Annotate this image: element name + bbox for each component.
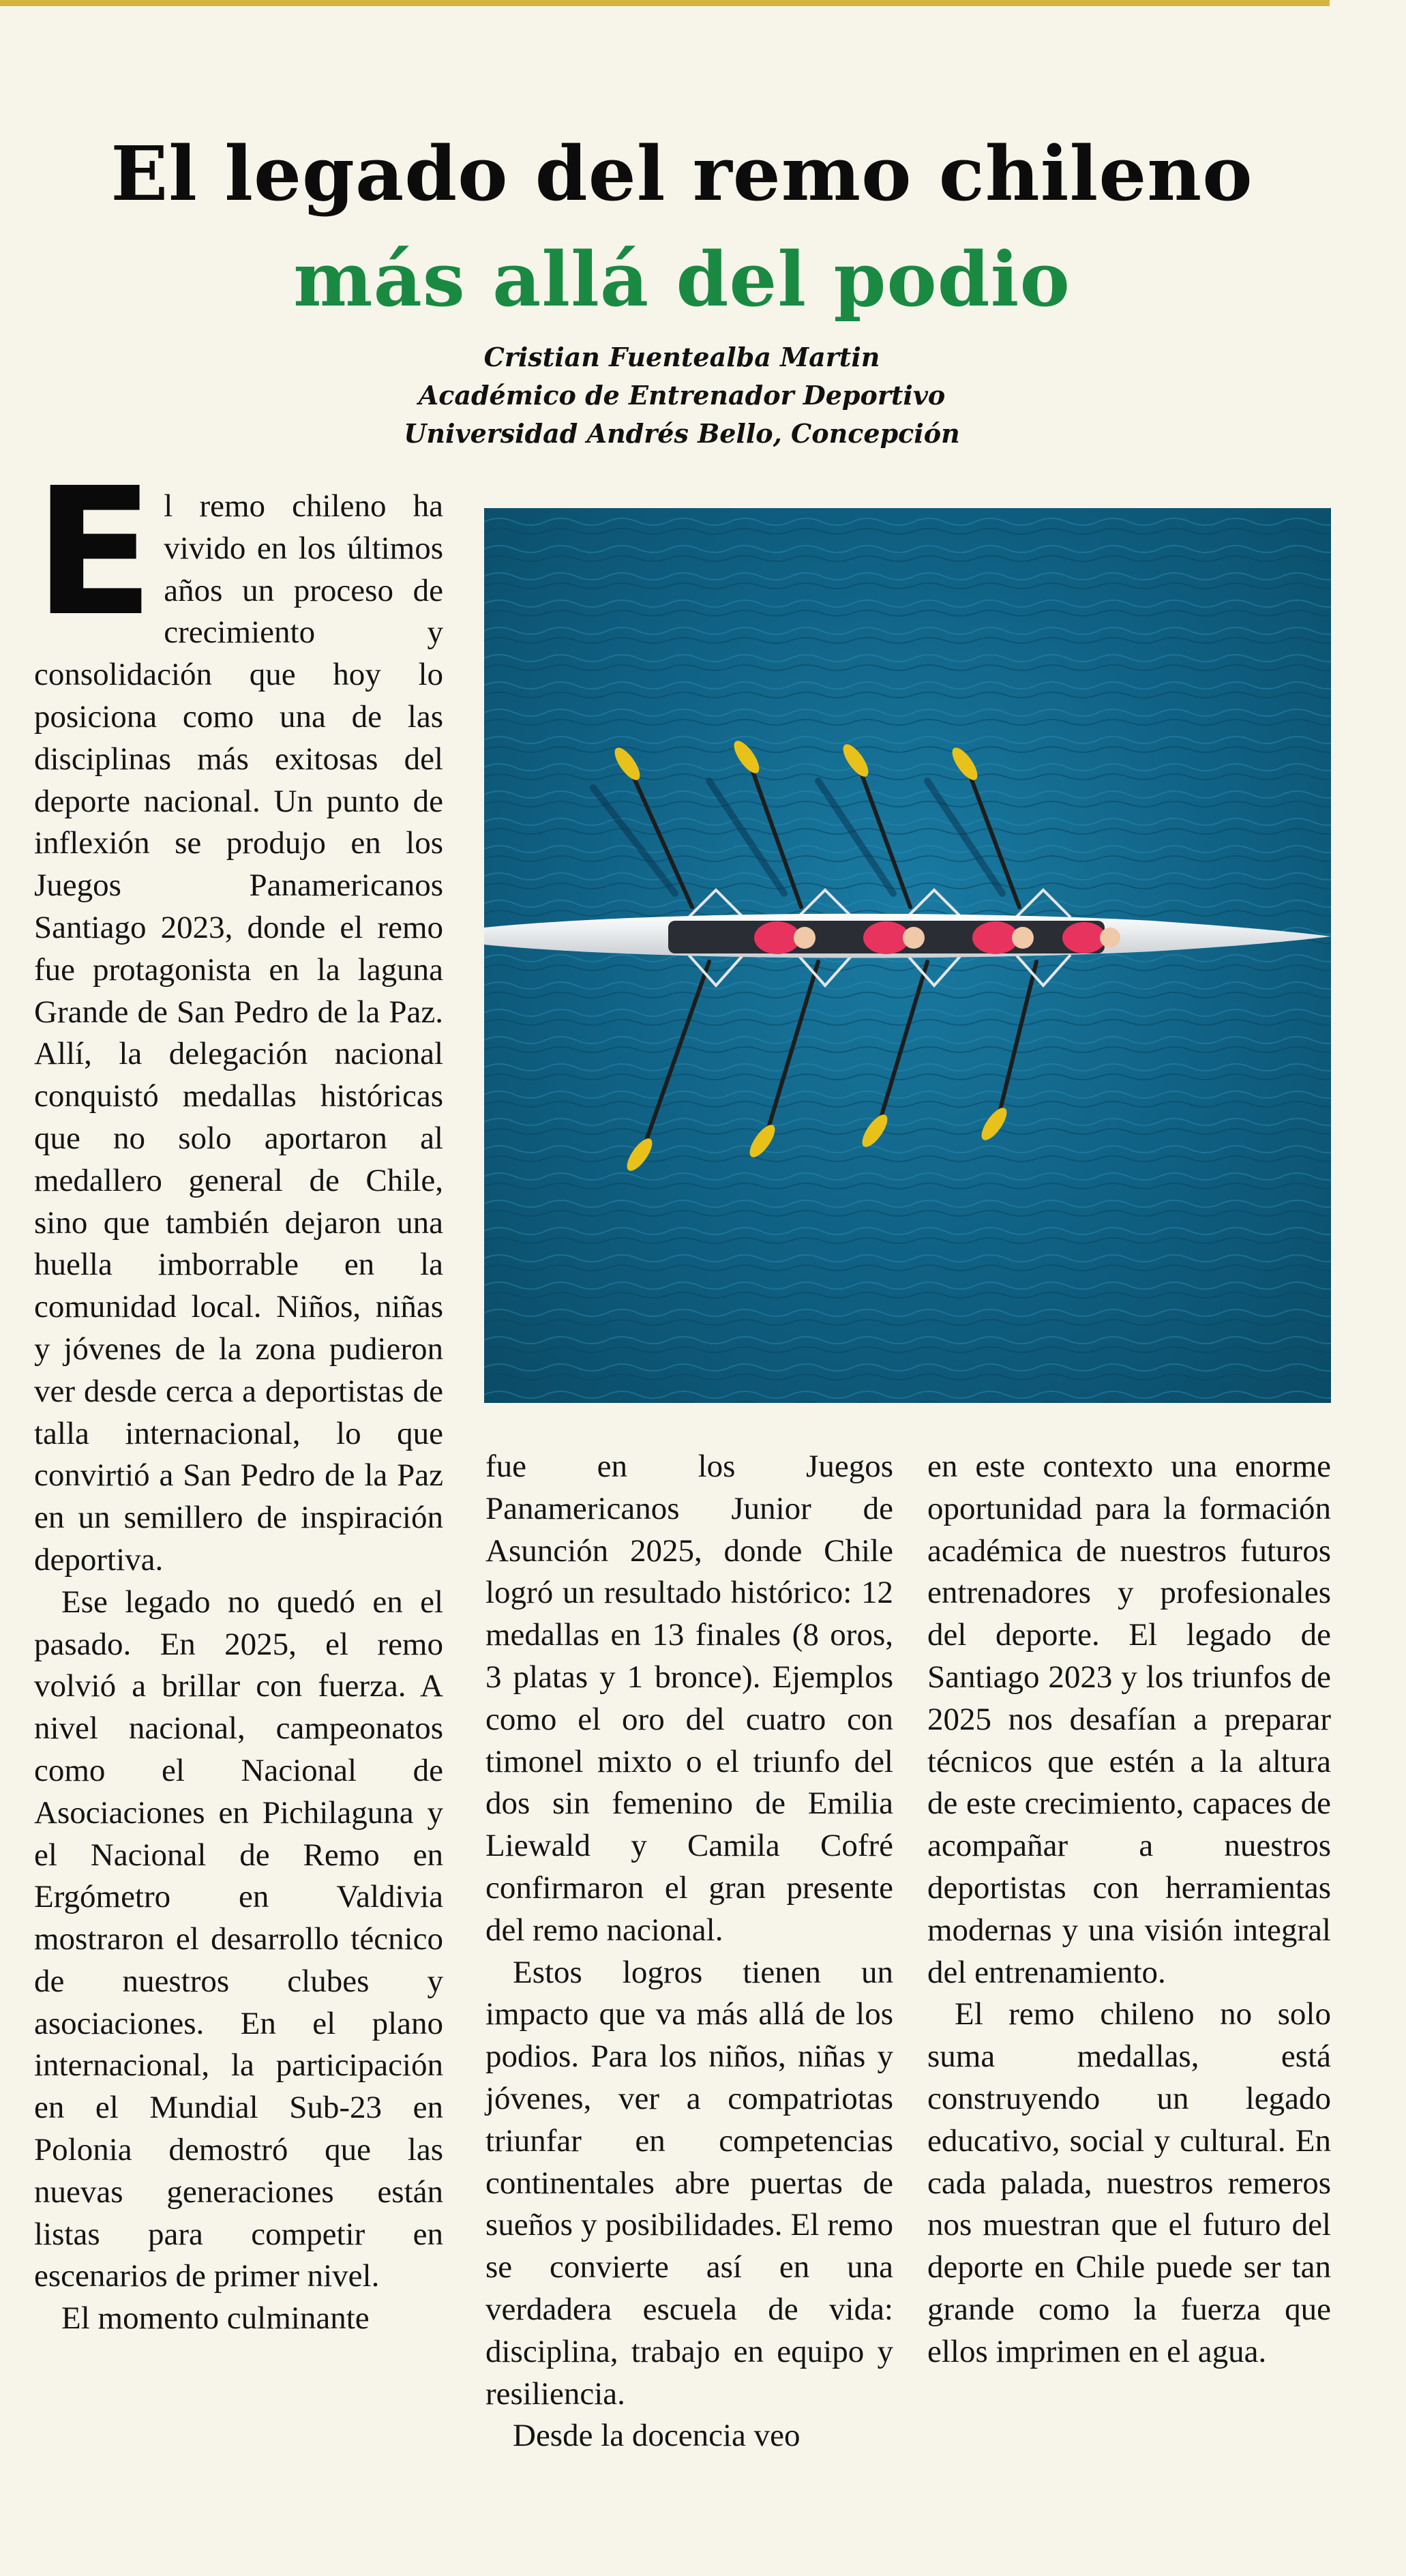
text-column-3 (927, 1446, 1331, 2373)
drop-cap: E (34, 450, 155, 655)
paragraph-3-start: El momento culminante (61, 2300, 370, 2337)
paragraph-3-continued: fue en los Juegos Panamericanos Junior de Asunción 2025, donde Chile logró un resultado histórico: 12 medallas en 13 finales (8 oros, 3 platas y 1 bronce). Ejemplos como el oro del cuatro con timonel mixto o el triunfo del dos sin femenino de Emilia Liewald y Camila Cofré confirmaron el gran presente del remo nacional. (485, 1449, 893, 1948)
paragraph-6: El remo chileno no solo suma medallas, está construyendo un legado educativo, social y cultural. En cada palada, nuestros remeros nos muestran que el futuro del deporte en Chile puede ser tan grande como la fuerza que ellos imprimen en el agua. (927, 1996, 1331, 2369)
author-role: Académico de Entrenador Deportivo (418, 380, 946, 411)
paragraph-5-continued: en este contexto una enorme oportunidad para la formación académica de nuestros futuros entrenadores y profesionales del deporte. El legado de Santiago 2023 y los triunfos de 2025 nos desafían a preparar técnicos que estén a la altura de este crecimiento, capaces de acompañar a nuestros deportistas con herramientas modernas y una visión integral del entrenamiento. (927, 1449, 1331, 1990)
author-affiliation: Universidad Andrés Bello, Concepción (404, 418, 960, 449)
paragraph-5-start: Desde la docencia veo (513, 2418, 801, 2454)
rowing-boat-aerial-photo (484, 508, 1331, 1403)
paragraph-1-text: l remo chileno ha vivido en los últimos años un proceso de crecimiento y consolidación que hoy lo posiciona como una de las disciplinas más exitosas del deporte nacional. Un punto de inflexión se produjo en los Juegos Panamericanos Santiago 2023, donde el remo fue protagonista en la laguna Grande de San Pedro de la Paz. Allí, la delegación nacional conquistó medallas históricas que no solo aportaron al medallero general de Chile, sino que también dejaron una huella imborrable en la comunidad local. Niños, niñas y jóvenes de la zona pudieron ver desde cerca a deportistas de talla internacional, lo que convirtió a San Pedro de la Paz en un semillero de inspiración deportiva. (34, 488, 443, 1578)
paragraph-4: Estos logros tienen un impacto que va más allá de los podios. Para los niños, niñas y jóvenes, ver a compatriotas triunfar en competencias continentales abre puertas de sueños y posibilidades. El remo se convierte así en una verdadera escuela de vida: disciplina, trabajo en equipo y resiliencia. (485, 1954, 893, 2412)
byline (0, 338, 1364, 453)
article-title-line2: más allá del podio (293, 235, 1071, 323)
paragraph-1 (34, 450, 443, 1582)
text-column-1 (34, 450, 443, 2340)
author-name: Cristian Fuentealba Martin (483, 342, 880, 372)
article-title-line1: El legado del remo chileno (110, 130, 1253, 218)
top-gold-rule (0, 0, 1330, 6)
rowing-photo-illustration (484, 508, 1331, 1403)
text-column-2 (485, 1446, 893, 2457)
paragraph-2: Ese legado no quedó en el pasado. En 2025, el remo volvió a brillar con fuerza. A nivel nacional, campeonatos como el Nacional de Asociaciones en Pichilaguna y el Nacional de Remo en Ergómetro en Valdivia mostraron el desarrollo técnico de nuestros clubes y asociaciones. En el plano internacional, la participación en el Mundial Sub-23 en Polonia demostró que las nuevas generaciones están listas para competir en escenarios de primer nivel. (34, 1584, 443, 2294)
